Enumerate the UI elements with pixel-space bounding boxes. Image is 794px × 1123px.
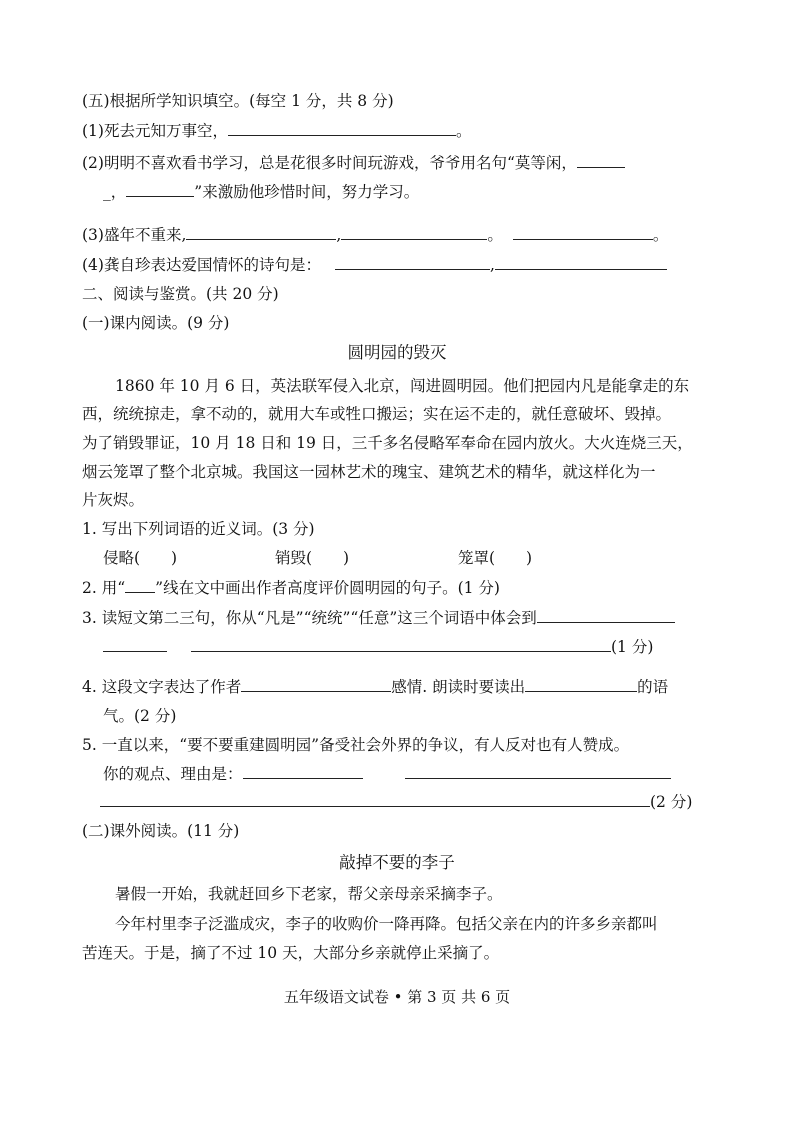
answer-blank[interactable] <box>405 763 671 779</box>
answer-blank[interactable] <box>243 763 363 779</box>
passage-1-title: 圆明园的毁灭 <box>347 343 447 362</box>
passage-1-line: 片灰烬。 <box>82 491 145 509</box>
answer-blank[interactable] <box>241 676 391 692</box>
q-text: , <box>336 226 342 244</box>
passage-1-line: 1860 年 10 月 6 日，英法联军侵入北京，闯进圆明园。他们把园内凡是能拿走的东 <box>115 377 690 395</box>
q-text: 。 <box>487 226 503 244</box>
question-1: 1. 写出下列词语的近义词。(3 分) <box>82 520 315 538</box>
q-text: 。 <box>455 122 472 140</box>
passage-1-line: 烟云笼罩了整个北京城。我国这一园林艺术的瑰宝、建筑艺术的精华，就这样化为一 <box>82 463 656 481</box>
question-5-answer-cont <box>100 791 692 813</box>
question-5-1 <box>82 120 471 142</box>
score: (1 分) <box>611 638 654 656</box>
passage-2-line: 今年村里李子泛滥成灾，李子的收购价一降再降。包括父亲在内的许多乡亲都叫 <box>115 915 658 933</box>
reading-1-heading: (一)课内阅读。(9 分) <box>82 314 230 332</box>
q-text: (1)死去元知万事空， <box>82 122 228 140</box>
passage-1-line: 西，统统掠走，拿不动的，就用大车或牲口搬运；实在运不走的，就任意破坏、毁掉。 <box>82 405 672 423</box>
synonym-item[interactable]: 笼罩( ) <box>458 549 533 567</box>
part2-heading: 二、阅读与鉴赏。(共 20 分) <box>82 285 279 303</box>
question-5-answer <box>103 763 671 785</box>
q-text: 你的观点、理由是： <box>103 765 243 783</box>
passage-2-line: 苦连天。于是，摘了不过 10 天，大部分乡亲就停止采摘了。 <box>82 944 500 962</box>
answer-blank[interactable] <box>525 676 637 692</box>
question-2 <box>82 577 500 599</box>
answer-blank[interactable] <box>186 224 336 240</box>
passage-2-line: 暑假一开始，我就赶回乡下老家，帮父亲母亲采摘李子。 <box>115 885 503 903</box>
answer-blank[interactable] <box>577 152 625 168</box>
q-text: ”线在文中画出作者高度评价圆明园的句子。(1 分) <box>155 579 500 597</box>
passage-2-title: 敲掉不要的李子 <box>339 853 455 872</box>
q-text: 感情. 朗读时要读出 <box>391 678 526 696</box>
synonym-item[interactable]: 侵略( ) <box>103 549 178 567</box>
page-footer: 五年级语文试卷 • 第 3 页 共 6 页 <box>283 988 511 1006</box>
section5-heading: (五)根据所学知识填空。(每空 1 分，共 8 分) <box>82 92 394 110</box>
question-5-2 <box>82 152 625 174</box>
q-text: 4. 这段文字表达了作者 <box>82 678 242 696</box>
answer-blank[interactable] <box>100 791 650 807</box>
q-text: (2)明明不喜欢看书学习，总是花很多时间玩游戏，爷爷用名句“莫等闲， <box>82 154 577 172</box>
passage-1-line: 为了销毁罪证，10 月 18 日和 19 日，三千多名侵略军奉命在园内放火。大火连烧三天， <box>82 434 693 452</box>
answer-blank[interactable] <box>495 254 667 270</box>
q-text: , <box>489 256 495 274</box>
answer-blank[interactable] <box>335 254 490 270</box>
question-5-2-cont <box>103 181 419 203</box>
question-4 <box>82 676 668 698</box>
question-5: 5. 一直以来，“要不要重建圆明园”备受社会外界的争议，有人反对也有人赞成。 <box>82 736 630 754</box>
question-5-3 <box>82 224 668 246</box>
answer-blank[interactable] <box>191 636 611 652</box>
question-3 <box>82 607 675 629</box>
answer-blank[interactable] <box>341 224 487 240</box>
q-text: 3. 读短文第二三句，你从“凡是”“统统”“任意”这三个词语中体会到 <box>82 609 537 627</box>
reading-2-heading: (二)课外阅读。(11 分) <box>82 822 240 840</box>
q-text: ”来激励他珍惜时间，努力学习。 <box>194 183 420 201</box>
q-text: 的语 <box>637 678 669 696</box>
q-text: 2. 用“ <box>82 579 126 597</box>
q-text: (3)盛年不重来, <box>82 226 187 244</box>
answer-blank[interactable] <box>126 181 194 197</box>
underline-sample <box>125 577 155 593</box>
answer-blank[interactable] <box>513 224 653 240</box>
q-text: (4)龚自珍表达爱国情怀的诗句是： <box>82 256 321 274</box>
answer-blank[interactable] <box>537 607 675 623</box>
q-text: 。 <box>652 226 669 244</box>
q-text: _， <box>103 183 127 201</box>
score: (2 分) <box>650 793 693 811</box>
question-3-cont <box>103 636 653 658</box>
question-5-4 <box>82 254 667 276</box>
synonym-item[interactable]: 销毁( ) <box>275 549 350 567</box>
answer-blank[interactable] <box>103 636 167 652</box>
question-4-cont: 气。(2 分) <box>103 707 177 725</box>
answer-blank[interactable] <box>228 120 456 136</box>
